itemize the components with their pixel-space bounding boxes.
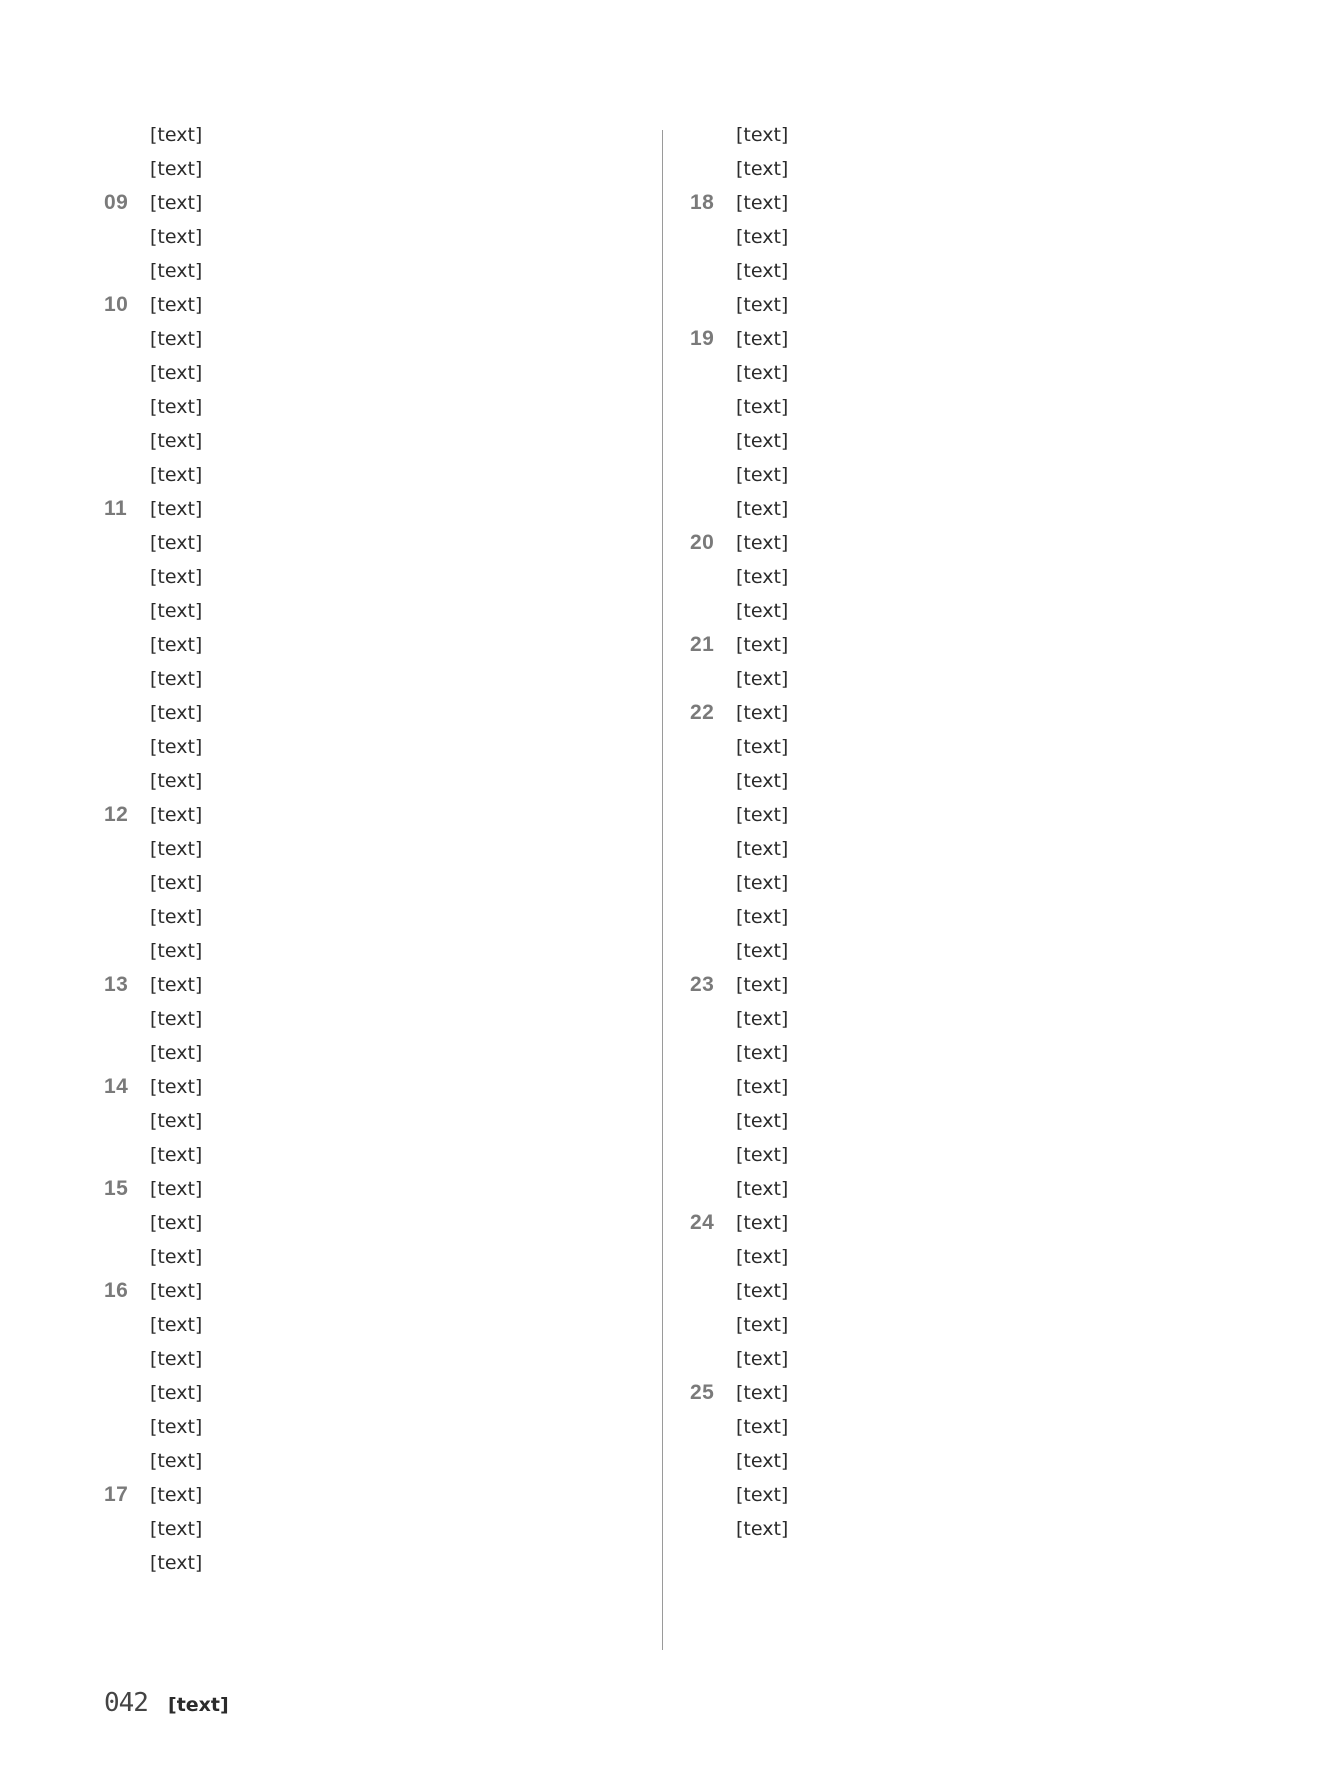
answer-item-16 xyxy=(104,1274,634,1478)
item-line: [text] xyxy=(150,770,203,792)
item-line: [text] xyxy=(736,872,789,894)
item-number: 17 xyxy=(104,1483,129,1506)
item-line: [text] xyxy=(150,1382,203,1404)
item-number: 20 xyxy=(690,531,715,554)
item-line: [text] xyxy=(150,1348,203,1370)
item-line: [text] xyxy=(736,362,789,384)
pre-block-left xyxy=(104,118,634,186)
item-line: [text] xyxy=(150,906,203,928)
item-line: [text] xyxy=(736,464,789,486)
item-line: [text] xyxy=(736,1314,789,1336)
page-footer xyxy=(104,1688,229,1718)
answer-item-19 xyxy=(690,322,1220,526)
item-line: [text] xyxy=(736,566,789,588)
item-line: [text] xyxy=(736,1178,789,1200)
item-line: [text] xyxy=(736,1280,789,1302)
item-line: [text] xyxy=(150,1246,203,1268)
item-line: [text] xyxy=(736,1518,789,1540)
item-number: 10 xyxy=(104,293,129,316)
item-line: [text] xyxy=(150,498,203,520)
item-line: [text] xyxy=(736,1008,789,1030)
item-line: [text] xyxy=(150,1008,203,1030)
item-line: [text] xyxy=(150,1518,203,1540)
answer-item-20 xyxy=(690,526,1220,628)
item-line: [text] xyxy=(150,668,203,690)
answer-item-24 xyxy=(690,1206,1220,1376)
item-line: [text] xyxy=(150,634,203,656)
pre-block-right xyxy=(690,118,1220,186)
item-line: [text] xyxy=(150,1416,203,1438)
item-line: [text] xyxy=(150,1280,203,1302)
item-line: [text] xyxy=(736,192,789,214)
item-line: [text] xyxy=(150,396,203,418)
answer-item-13 xyxy=(104,968,634,1070)
item-line: [text] xyxy=(736,1348,789,1370)
item-number: 24 xyxy=(690,1211,715,1234)
item-line: [text] xyxy=(150,192,203,214)
item-line: [text] xyxy=(736,1382,789,1404)
item-line: [text] xyxy=(736,294,789,316)
item-line: [text] xyxy=(150,736,203,758)
item-line: [text] xyxy=(150,294,203,316)
item-line: [text] xyxy=(736,634,789,656)
item-line: [text] xyxy=(736,328,789,350)
answer-item-22 xyxy=(690,696,1220,968)
item-line: [text] xyxy=(150,1314,203,1336)
item-line: [text] xyxy=(150,838,203,860)
item-line: [text] xyxy=(736,668,789,690)
item-line: [text] xyxy=(150,1042,203,1064)
item-line: [text] xyxy=(150,226,203,248)
item-line: [text] xyxy=(150,532,203,554)
answer-item-14 xyxy=(104,1070,634,1172)
item-number: 18 xyxy=(690,191,715,214)
item-number: 25 xyxy=(690,1381,715,1404)
item-line: [text] xyxy=(150,1144,203,1166)
item-line: [text] xyxy=(736,1144,789,1166)
item-number: 11 xyxy=(104,497,128,520)
item-number: 22 xyxy=(690,701,715,724)
answer-item-09 xyxy=(104,186,634,288)
pre-line: [text] xyxy=(736,158,789,180)
left-column xyxy=(104,118,634,1580)
item-line: [text] xyxy=(736,1450,789,1472)
item-line: [text] xyxy=(150,1484,203,1506)
item-line: [text] xyxy=(150,600,203,622)
item-line: [text] xyxy=(736,702,789,724)
answer-item-25 xyxy=(690,1376,1220,1546)
item-line: [text] xyxy=(736,1246,789,1268)
answer-item-18 xyxy=(690,186,1220,322)
item-line: [text] xyxy=(150,940,203,962)
item-number: 23 xyxy=(690,973,715,996)
item-line: [text] xyxy=(736,906,789,928)
item-number: 12 xyxy=(104,803,129,826)
item-number: 16 xyxy=(104,1279,129,1302)
item-line: [text] xyxy=(150,362,203,384)
column-divider xyxy=(662,130,663,1650)
item-line: [text] xyxy=(736,1110,789,1132)
item-line: [text] xyxy=(736,532,789,554)
item-line: [text] xyxy=(150,872,203,894)
item-line: [text] xyxy=(736,1076,789,1098)
answer-item-23 xyxy=(690,968,1220,1206)
item-line: [text] xyxy=(150,566,203,588)
item-line: [text] xyxy=(150,430,203,452)
item-number: 13 xyxy=(104,973,129,996)
item-line: [text] xyxy=(150,1076,203,1098)
item-number: 21 xyxy=(690,633,715,656)
item-line: [text] xyxy=(150,1212,203,1234)
item-line: [text] xyxy=(736,1484,789,1506)
page-number: 042 xyxy=(104,1688,148,1718)
item-number: 15 xyxy=(104,1177,129,1200)
item-line: [text] xyxy=(150,1450,203,1472)
item-line: [text] xyxy=(736,260,789,282)
answer-item-11 xyxy=(104,492,634,798)
item-line: [text] xyxy=(736,940,789,962)
pre-line: [text] xyxy=(736,124,789,146)
answer-item-12 xyxy=(104,798,634,968)
item-line: [text] xyxy=(150,702,203,724)
book-title: [text] xyxy=(168,1694,229,1716)
item-line: [text] xyxy=(736,974,789,996)
item-line: [text] xyxy=(736,226,789,248)
item-line: [text] xyxy=(736,804,789,826)
item-line: [text] xyxy=(736,770,789,792)
item-line: [text] xyxy=(150,328,203,350)
item-line: [text] xyxy=(736,430,789,452)
item-line: [text] xyxy=(736,1212,789,1234)
item-line: [text] xyxy=(150,464,203,486)
right-column xyxy=(690,118,1220,1546)
pre-line: [text] xyxy=(150,158,203,180)
item-number: 09 xyxy=(104,191,129,214)
item-line: [text] xyxy=(150,804,203,826)
item-line: [text] xyxy=(736,1042,789,1064)
item-line: [text] xyxy=(736,600,789,622)
answer-item-10 xyxy=(104,288,634,492)
item-line: [text] xyxy=(736,498,789,520)
item-line: [text] xyxy=(150,1552,203,1574)
item-line: [text] xyxy=(736,1416,789,1438)
answer-item-17 xyxy=(104,1478,634,1580)
item-line: [text] xyxy=(150,260,203,282)
item-line: [text] xyxy=(736,396,789,418)
item-line: [text] xyxy=(150,974,203,996)
item-line: [text] xyxy=(736,838,789,860)
item-number: 19 xyxy=(690,327,715,350)
item-number: 14 xyxy=(104,1075,129,1098)
item-line: [text] xyxy=(150,1178,203,1200)
item-line: [text] xyxy=(736,736,789,758)
item-line: [text] xyxy=(150,1110,203,1132)
pre-line: [text] xyxy=(150,124,203,146)
answer-item-15 xyxy=(104,1172,634,1274)
answer-item-21 xyxy=(690,628,1220,696)
